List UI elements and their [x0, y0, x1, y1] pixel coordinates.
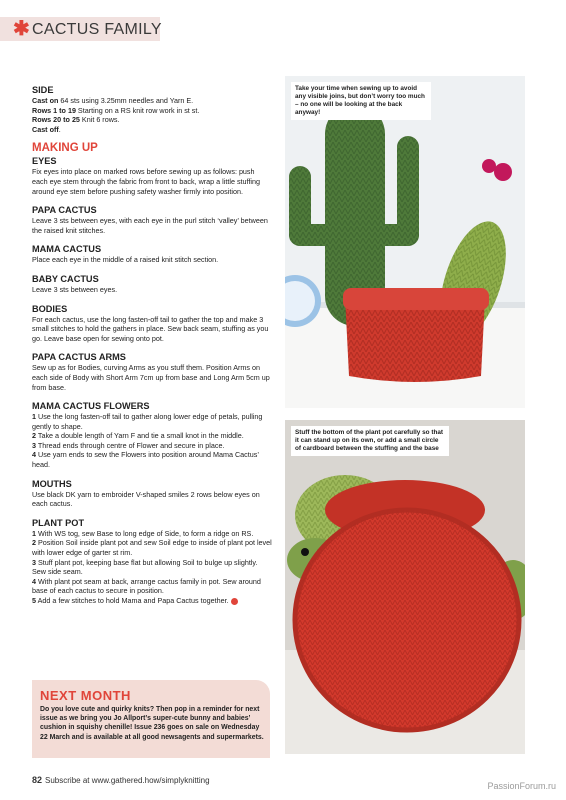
- flowers-section: [32, 400, 272, 470]
- plant-pot-step: 3 Stuff plant pot, keeping base flat but allowing Soil to bulge up slightly. Sew side seam.: [32, 557, 258, 577]
- plant-pot-step: 2 Position Soil inside plant pot and sew Soil edge to inside of plant pot level with lower edge of garter st rim.: [32, 538, 272, 558]
- page-number: 82: [32, 775, 43, 785]
- pot-base-photo: [285, 420, 525, 754]
- side-line: Cast on 64 sts using 3.25mm needles and Yarn E.: [32, 96, 194, 105]
- flowers-step: 1 Use the long fasten-off tail to gather along lower edge of petals, pulling gently to shape.: [32, 412, 263, 431]
- flowers-step: 3 Thread ends through centre of Flower and secure in place.: [32, 440, 225, 450]
- mouths-section: [32, 478, 272, 509]
- page-footer: [32, 775, 210, 785]
- watermark: PassionForum.ru: [487, 781, 556, 791]
- side-line: Cast off.: [32, 124, 61, 134]
- papa-arms-section: [32, 351, 272, 392]
- next-month-title: NEXT MONTH: [40, 688, 131, 703]
- cactus-photo: [285, 76, 525, 408]
- side-line: Rows 1 to 19 Starting on a RS knit row work in st st.: [32, 105, 200, 115]
- side-section: [32, 84, 272, 134]
- side-title: SIDE: [32, 85, 54, 95]
- baby-cactus-text: Leave 3 sts between eyes.: [32, 284, 118, 294]
- plant-pot-step: 4 With plant pot seam at back, arrange cactus family in pot. Sew around base of each cactus to secure in position.: [32, 576, 261, 596]
- cactus-illustration: [285, 76, 525, 408]
- bodies-title: BODIES: [32, 303, 68, 314]
- papa-cactus-text: Leave 3 sts between eyes, with each eye in the purl stitch ‘valley’ between the raised knit stitches.: [32, 216, 268, 235]
- page-header: [0, 0, 566, 44]
- papa-cactus-title: PAPA CACTUS: [32, 205, 97, 216]
- baby-cactus-section: [32, 273, 272, 295]
- baby-cactus-title: BABY CACTUS: [32, 273, 99, 284]
- pot-base-illustration: [285, 420, 525, 754]
- plant-pot-step: 1 With WS tog, sew Base to long edge of Side, to form a ridge on RS.: [32, 528, 254, 538]
- end-mark-icon: [231, 598, 238, 605]
- papa-cactus-section: [32, 204, 272, 235]
- asterisk-icon: ✱: [13, 18, 30, 40]
- next-month-box: [32, 680, 270, 758]
- flowers-title: MAMA CACTUS FLOWERS: [32, 401, 150, 412]
- bodies-section: [32, 303, 272, 344]
- mama-cactus-text: Place each eye in the middle of a raised knit stitch section.: [32, 255, 219, 265]
- making-up-title: MAKING UP: [32, 142, 98, 155]
- mouths-title: MOUTHS: [32, 478, 72, 489]
- flowers-step: 2 Take a double length of Yarn F and tie a small knot in the middle.: [32, 431, 244, 441]
- next-month-text: Do you love cute and quirky knits? Then pop in a reminder for next issue as we bring you Jo Allport’s super-cute bunny and babies’ cushion in squishy chenille! Issue 236 goes on sale on Wednesday 22 March and is available at all good newsagents and supermarkets.: [40, 706, 264, 741]
- eyes-title: EYES: [32, 156, 57, 167]
- pattern-column: [32, 84, 272, 606]
- footer-subscribe-text: Subscribe at www.gathered.how/simplyknitting: [45, 776, 210, 785]
- plant-pot-section: [32, 517, 272, 606]
- plant-pot-step: 5 Add a few stitches to hold Mama and Papa Cactus together.: [32, 596, 272, 606]
- eyes-section: [32, 155, 272, 196]
- flowers-step: 4 Use yarn ends to sew the Flowers into position around Mama Cactus’ head.: [32, 450, 259, 470]
- papa-arms-title: PAPA CACTUS ARMS: [32, 352, 126, 363]
- eyes-text: Fix eyes into place on marked rows before sewing up as follows: push each eye stem through the fabric from front to back, wrap a little stuffing around eye stem before pushing safety washer firmly into position.: [32, 167, 260, 196]
- page-title: CACTUS FAMILY: [32, 21, 162, 38]
- photo-caption: Stuff the bottom of the plant pot carefully so that it can stand up on its own, or add a small circle of cardboard between the stuffing and the base: [291, 426, 449, 456]
- photo-caption: Take your time when sewing up to avoid any visible joins, but don’t worry too much – no one will be looking at the back anyway!: [291, 82, 431, 120]
- mama-cactus-section: [32, 243, 272, 265]
- papa-arms-text: Sew up as for Bodies, curving Arms as you stuff them. Position Arms on each side of Body with Short Arm 7cm up from base and Long Arm 5cm up from base.: [32, 363, 270, 392]
- mouths-text: Use black DK yarn to embroider V-shaped smiles 2 rows below eyes on each cactus.: [32, 489, 260, 509]
- mama-cactus-title: MAMA CACTUS: [32, 244, 102, 255]
- plant-pot-title: PLANT POT: [32, 517, 85, 528]
- bodies-text: For each cactus, use the long fasten-off tail to gather the top and make 3 small stitches to hold the gathers in place. Sew back seam, stuffing as you go. Leave base open for sewing onto pot.: [32, 314, 269, 343]
- side-line: Rows 20 to 25 Knit 6 rows.: [32, 115, 120, 125]
